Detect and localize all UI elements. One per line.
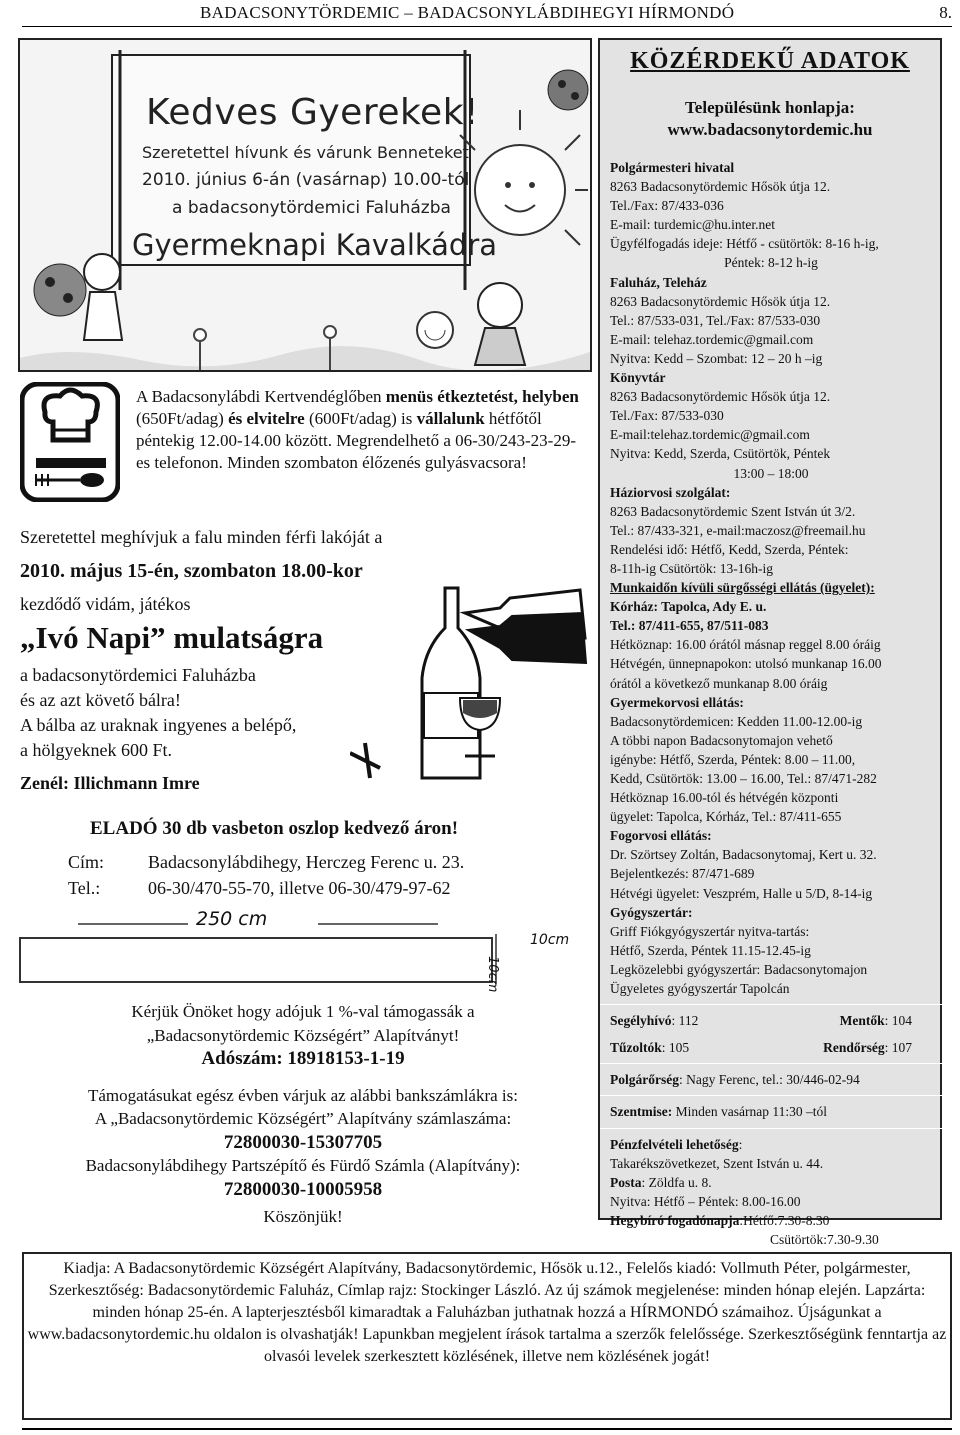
event-name: „Ivó Napi” mulatságra [20,620,324,655]
pillar-length-label: 250 cm [196,908,268,930]
pillar-width-label: 10cm [530,932,570,948]
event-start: kezdődő vidám, játékos [20,594,191,614]
post-hours: Nyitva: Hétfő – Péntek: 8.00-16.00 [610,1193,801,1209]
public-info-panel [598,38,942,1247]
page-header [22,0,952,27]
post-office: Posta: Zöldfa u. 8. [610,1174,712,1190]
menu-text-2: (650Ft/adag) [136,409,229,428]
event-entry-1: A bálba az uraknak ingyenes a belépő, [20,715,297,735]
info-line: Tel.: 87/533-031, Tel./Fax: 87/533-030 [610,312,821,328]
page-number: 8. [939,3,952,22]
bank-account-2: 72800030-10005958 [223,1178,383,1200]
phone-label: Tel.: [68,878,101,898]
info-line: órától a következő munkanap 8.00 óráig [610,675,828,691]
poster-greeting: Kedves Gyerekek! [146,92,479,133]
panel-body [610,158,932,1249]
chef-hat-icon [20,382,120,502]
info-line: Hétvégén, ünnepnapokon: utolsó munkanap 16.00 [610,656,882,672]
info-line: Tel./Fax: 87/533-030 [610,408,724,424]
emergency-row-2 [610,1038,932,1057]
event-invite: Szeretettel meghívjuk a falu minden férfi lakóját a [20,527,383,547]
info-line: Kórház: Tapolca, Ady E. u. [610,599,767,615]
civil-guard: Polgárőrség: Nagy Ferenc, tel.: 30/446-02-94 [610,1072,860,1088]
info-line: Hétfő, Szerda, Péntek 11.15-12.45-ig [610,942,811,958]
restaurant-ad-text [136,386,581,474]
childrens-day-poster [18,38,592,372]
donation-line-4: A „Badacsonytördemic Községért” Alapítvány számlaszáma: [94,1109,512,1128]
rescue-number: Mentők: 104 [839,1013,912,1029]
bank-address: Takarékszövetkezet, Szent István u. 44. [610,1155,824,1171]
info-line: 8-11h-ig Csütörtök: 13-16h-ig [610,560,773,576]
info-line: 8263 Badacsonytördemic Hősök útja 12. [610,389,831,405]
donation-appeal [18,1000,588,1229]
info-line: Ügyfélfogadás ideje: Hétfő - csütörtök: 8-16 h-ig, [610,236,879,252]
info-line: E-mail:telehaz.tordemic@gmail.com [610,427,810,443]
menu-text-1: A Badacsonylábdi Kertvendéglőben [136,387,386,406]
donation-line-1: Kérjük Önöket hogy adójuk 1 %-val támogassák a [131,1002,475,1021]
restaurant-ad [18,368,588,508]
info-line: Tel.: 87/433-321, e-mail:maczosz@freemail.hu [610,522,866,538]
info-line: Tel./Fax: 87/433-036 [610,198,724,214]
event-entry-2: a hölgyeknek 600 Ft. [20,740,172,760]
info-line: ügyelet: Tapolca, Kórház, Tel.: 87/411-655 [610,809,842,825]
divider [600,1128,942,1129]
info-line: Háziorvosi szolgálat: [610,484,731,500]
donation-line-2: „Badacsonytördemic Községért” Alapítványt! [146,1025,460,1045]
imprint: Kiadja: A Badacsonytördemic Községért Alapítvány, Badacsonytördemic, Hősök u.12., Felelős kiadó: Vollmuth Péter, polgármester, Szerkesztőség: Badacsonytördemic Faluház, Címlap rajz: Stockinger László. Az új számok megjelenése: minden hónap elején. Lapzárta: minden hónap 25-én. A lapterjesztésből kimaradtak a Faluházban juthatnak hozzá a HÍRMONDÓ számaihoz. Újságunkat a www.badacsonytordemic.hu oldalon is olvashatják! Lapunkban megjelent írások tartalma a szerzők felelőssége. Szerkesztőségünk fenntartja az olvasói levelek szerkesztett közlésének, illetve nem közlésének jogát! [22,1252,952,1420]
info-line: Legközelebbi gyógyszertár: Badacsonytomajon [610,961,868,977]
info-line: 8263 Badacsonytördemic Hősök útja 12. [610,293,831,309]
poster-invite-line: Szeretettel hívunk és várunk Benneteket [142,143,469,162]
info-line: 8263 Badacsonytördemic Hősök útja 12. [610,179,831,195]
event-music: Zenél: Illichmann Imre [20,773,200,793]
address-value: Badacsonylábdihegy, Herczeg Ferenc u. 23. [148,852,465,872]
judge-hours-2: Csütörtök:7.30-9.30 [770,1231,879,1247]
info-line: Péntek: 8-12 h-ig [724,255,818,271]
menu-bold-3: vállalunk [416,409,485,428]
info-line: Bejelentkezés: 87/471-689 [610,866,755,882]
info-line: 13:00 – 18:00 [733,465,809,481]
menu-bold-1: menüs étkeztetést, helyben [385,387,579,406]
info-line: Badacsonytördemicen: Kedden 11.00-12.00-ig [610,713,863,729]
divider [600,1004,942,1005]
info-line: Rendelési idő: Hétfő, Kedd, Szerda, Péntek: [610,541,849,557]
wine-bottles-illustration [350,568,590,788]
pillar-sketch [18,904,588,994]
fire-number: Tűzoltók: 105 [610,1040,690,1056]
bottom-rule [22,1428,952,1430]
thanks: Köszönjük! [263,1207,343,1226]
judge-hours: Hegybíró fogadónapja:Hétfő:7.30-8.30 [610,1212,830,1228]
tax-number: Adószám: 18918153-1-19 [201,1048,405,1069]
info-line: Ügyeletes gyógyszertár Tapolcán [610,981,790,997]
menu-text-4: hétfőtől péntekig 12.00-14.00 között. Megrendelhető a 06-30/243-23-29-es telefonon. Minden szombaton élőzenés gulyásvacsora! [136,409,577,472]
donation-line-5: Badacsonylábdihegy Partszépítő és Fürdő Számla (Alapítvány): [85,1156,521,1175]
phone-value: 06-30/470-55-70, illetve 06-30/479-97-62 [148,878,451,898]
info-line: 8263 Badacsonytördemic Szent István út 3/2. [610,503,856,519]
bank-account-1: 72800030-15307705 [223,1131,383,1153]
donation-line-3: Támogatásukat egész évben várjuk az alábbi bankszámlákra is: [87,1085,518,1105]
info-line: Gyógyszertár: [610,904,693,920]
poster-venue-line: a badacsonytördemici Faluházba [172,198,451,218]
website-label: Településünk honlapja: [685,98,855,117]
info-list [610,158,932,998]
mass-times: Szentmise: Minden vasárnap 11:30 –tól [610,1104,827,1120]
info-line: Faluház, Teleház [610,274,707,290]
info-line: Tel.: 87/411-655, 87/511-083 [610,618,769,634]
event-place-2: és az azt követő bálra! [20,690,181,710]
police-number: Rendőrség: 107 [823,1040,912,1056]
menu-bold-2: és elvitelre [228,409,305,428]
poster-event-name: Gyermeknapi Kavalkádra [132,228,498,262]
info-line: Griff Fiókgyógyszertár nyitva-tartás: [610,923,810,939]
ambulance-number: Segélyhívó: 112 [610,1013,699,1029]
info-line: Hétköznap: 16.00 órától másnap reggel 8.00 óráig [610,637,881,653]
website-url[interactable]: www.badacsonytordemic.hu [667,120,873,139]
emergency-row-1 [610,1011,932,1030]
event-date: 2010. május 15-én, szombaton 18.00-kor [20,560,363,582]
info-line: E-mail: turdemic@hu.inter.net [610,217,776,233]
info-line: E-mail: telehaz.tordemic@gmail.com [610,331,814,347]
info-line: Nyitva: Kedd, Szerda, Csütörtök, Péntek [610,446,831,462]
info-line: Hétköznap 16.00-tól és hétvégén központi [610,790,839,806]
info-line: igénybe: Hétfő, Szerda, Péntek: 8.00 – 11.00, [610,751,856,767]
divider [600,1063,942,1064]
cash-withdrawal: Pénzfelvételi lehetőség: [610,1136,743,1152]
event-place-1: a badacsonytördemici Faluházba [20,665,256,685]
panel-title: KÖZÉRDEKŰ ADATOK [630,48,910,74]
info-line: Kedd, Csütörtök: 13.00 – 16.00, Tel.: 87/471-282 [610,771,877,786]
divider [600,1095,942,1096]
poster-date-line: 2010. június 6-án (vasárnap) 10.00-tól [142,170,470,190]
pillar-height-label: 10cm [485,956,500,993]
info-line: Gyermekorvosi ellátás: [610,694,744,710]
info-line: Dr. Szörtsey Zoltán, Badacsonytomaj, Kert u. 32. [610,847,877,863]
for-sale-title: ELADÓ 30 db vasbeton oszlop kedvező áron! [90,818,459,839]
info-line: Fogorvosi ellátás: [610,828,712,844]
info-line: A többi napon Badacsonytomajon vehető [610,732,833,748]
newspaper-title: BADACSONYTÖRDEMIC – BADACSONYLÁBDIHEGYI HÍRMONDÓ [200,3,735,22]
info-line: Könyvtár [610,370,666,386]
info-line: Munkaidőn kívüli sürgősségi ellátás (ügyelet): [610,580,875,596]
info-line: Nyitva: Kedd – Szombat: 12 – 20 h –ig [610,350,823,366]
address-label: Cím: [68,852,105,872]
menu-text-3: (600Ft/adag) is [304,409,417,428]
info-line: Hétvégi ügyelet: Veszprém, Halle u 5/D, 8-14-ig [610,885,873,901]
info-line: Polgármesteri hivatal [610,160,735,175]
